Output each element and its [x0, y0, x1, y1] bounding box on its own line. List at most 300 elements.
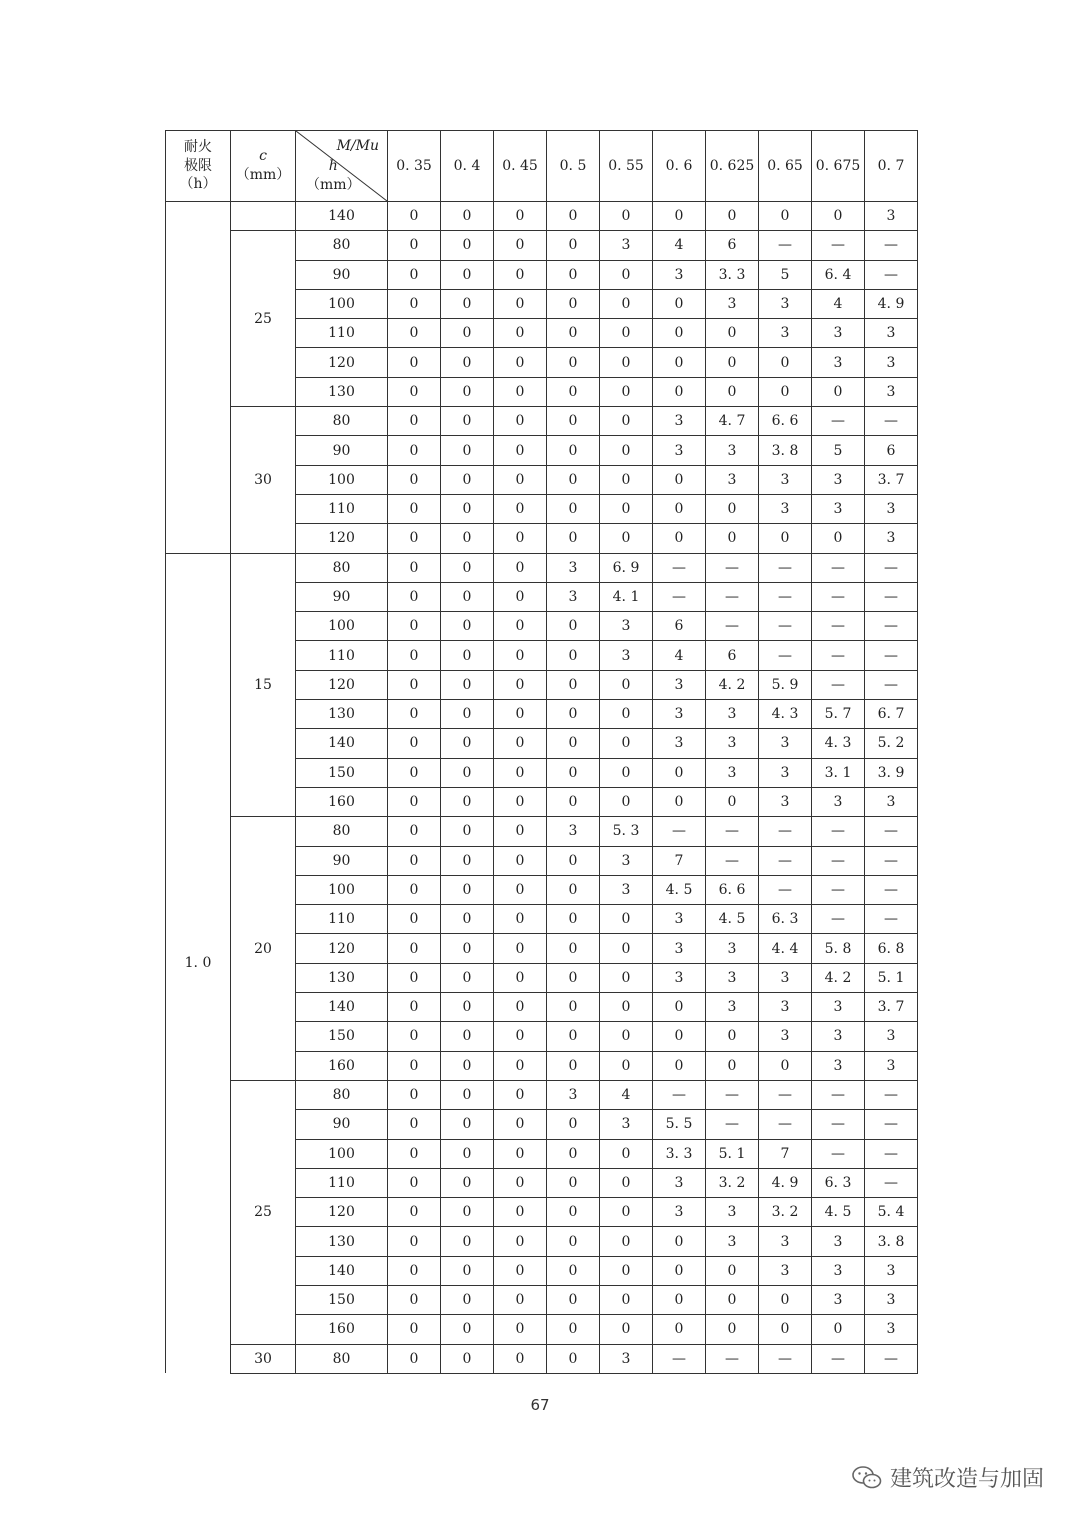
cover-thickness-cell: 15 [231, 553, 296, 817]
value-cell: 0 [441, 1315, 494, 1344]
value-cell: 0 [494, 875, 547, 904]
value-cell: 3 [706, 729, 759, 758]
value-cell: 5. 9 [759, 670, 812, 699]
value-cell: 4 [812, 289, 865, 318]
cover-thickness-cell: 30 [231, 407, 296, 553]
header-ratio: 0. 4 [441, 131, 494, 202]
header-c-name: c [259, 148, 267, 165]
value-cell: 0 [388, 524, 441, 553]
value-cell: 0 [388, 1051, 441, 1080]
value-cell: 0 [494, 817, 547, 846]
value-cell: 0 [388, 260, 441, 289]
value-cell: 0 [547, 1256, 600, 1285]
value-cell: — [759, 1110, 812, 1139]
value-cell: — [865, 1139, 918, 1168]
value-cell: 0 [653, 1022, 706, 1051]
value-cell: 0 [441, 1022, 494, 1051]
value-cell: 0 [388, 407, 441, 436]
value-cell: 0 [441, 700, 494, 729]
value-cell: 0 [494, 641, 547, 670]
value-cell: 0 [441, 905, 494, 934]
table-row [166, 1080, 918, 1109]
value-cell: — [812, 641, 865, 670]
value-cell: 4. 3 [759, 700, 812, 729]
value-cell: — [865, 846, 918, 875]
value-cell: — [812, 407, 865, 436]
value-cell: 0 [600, 524, 653, 553]
value-cell: 0 [388, 1110, 441, 1139]
value-cell: 3 [653, 260, 706, 289]
value-cell: 3 [865, 377, 918, 406]
value-cell: 0 [494, 1139, 547, 1168]
value-cell: 3 [759, 494, 812, 523]
value-cell: 0 [494, 934, 547, 963]
value-cell: 5. 5 [653, 1110, 706, 1139]
value-cell: 0 [494, 758, 547, 787]
value-cell: 0 [600, 1285, 653, 1314]
value-cell: 4. 5 [653, 875, 706, 904]
value-cell: 0 [653, 1227, 706, 1256]
thickness-cell: 130 [296, 700, 388, 729]
header-ratio: 0. 45 [494, 131, 547, 202]
thickness-cell: 120 [296, 524, 388, 553]
cover-thickness-cell [231, 202, 296, 231]
value-cell: 3 [812, 1285, 865, 1314]
value-cell: 3 [812, 494, 865, 523]
value-cell: 0 [653, 524, 706, 553]
value-cell: — [865, 612, 918, 641]
thickness-cell: 160 [296, 1315, 388, 1344]
table-row [166, 1344, 918, 1373]
value-cell: 0 [441, 524, 494, 553]
value-cell: — [865, 231, 918, 260]
value-cell: 0 [494, 1285, 547, 1314]
value-cell: 0 [494, 1110, 547, 1139]
value-cell: 0 [388, 553, 441, 582]
thickness-cell: 80 [296, 407, 388, 436]
value-cell: — [865, 553, 918, 582]
value-cell: 0 [388, 1344, 441, 1373]
value-cell: 0 [547, 1315, 600, 1344]
thickness-cell: 90 [296, 436, 388, 465]
value-cell: 0 [441, 407, 494, 436]
thickness-cell: 80 [296, 1344, 388, 1373]
value-cell: 0 [441, 1198, 494, 1227]
value-cell: 0 [653, 1315, 706, 1344]
value-cell: 3 [653, 963, 706, 992]
value-cell: 3 [812, 993, 865, 1022]
value-cell: 6. 9 [600, 553, 653, 582]
value-cell: 0 [388, 436, 441, 465]
value-cell: 4. 1 [600, 582, 653, 611]
thickness-cell: 110 [296, 319, 388, 348]
value-cell: 0 [547, 202, 600, 231]
value-cell: 0 [547, 875, 600, 904]
value-cell: 0 [494, 905, 547, 934]
value-cell: 3 [865, 202, 918, 231]
value-cell: 6. 6 [706, 875, 759, 904]
value-cell: 0 [759, 348, 812, 377]
value-cell: — [812, 905, 865, 934]
value-cell: 0 [600, 1168, 653, 1197]
value-cell: — [865, 1110, 918, 1139]
value-cell: 0 [494, 202, 547, 231]
value-cell: 0 [759, 377, 812, 406]
value-cell: 0 [441, 1168, 494, 1197]
value-cell: 0 [441, 436, 494, 465]
value-cell: 6 [653, 612, 706, 641]
thickness-cell: 110 [296, 905, 388, 934]
value-cell: 0 [388, 1139, 441, 1168]
value-cell: 0 [600, 1315, 653, 1344]
value-cell: 0 [441, 260, 494, 289]
value-cell: 0 [706, 1022, 759, 1051]
value-cell: 0 [547, 729, 600, 758]
value-cell: 0 [388, 1198, 441, 1227]
value-cell: 0 [494, 1256, 547, 1285]
value-cell: — [653, 1080, 706, 1109]
value-cell: 3 [759, 758, 812, 787]
value-cell: 0 [494, 1227, 547, 1256]
value-cell: 0 [494, 846, 547, 875]
value-cell: 0 [388, 729, 441, 758]
value-cell: 0 [388, 1227, 441, 1256]
value-cell: 0 [547, 407, 600, 436]
value-cell: 3 [706, 700, 759, 729]
value-cell: 3 [865, 494, 918, 523]
thickness-cell: 100 [296, 1139, 388, 1168]
value-cell: — [653, 553, 706, 582]
value-cell: 3 [812, 465, 865, 494]
value-cell: — [706, 612, 759, 641]
value-cell: 0 [547, 846, 600, 875]
thickness-cell: 150 [296, 1022, 388, 1051]
value-cell: 3 [600, 1344, 653, 1373]
thickness-cell: 100 [296, 465, 388, 494]
value-cell: 0 [547, 700, 600, 729]
header-fire-line: （h） [179, 176, 217, 193]
value-cell: 4. 4 [759, 934, 812, 963]
value-cell: 0 [600, 993, 653, 1022]
value-cell: 3 [547, 553, 600, 582]
value-cell: 0 [600, 407, 653, 436]
value-cell: 0 [494, 1344, 547, 1373]
value-cell: 0 [547, 670, 600, 699]
value-cell: 6. 7 [865, 700, 918, 729]
value-cell: 6. 4 [812, 260, 865, 289]
watermark [852, 1462, 1044, 1493]
value-cell: 0 [388, 319, 441, 348]
value-cell: 0 [494, 700, 547, 729]
fire-limit-cell [166, 202, 231, 554]
value-cell: 0 [600, 905, 653, 934]
value-cell: — [812, 670, 865, 699]
value-cell: 3 [706, 1227, 759, 1256]
value-cell: 3 [653, 1198, 706, 1227]
value-cell: 3. 2 [706, 1168, 759, 1197]
thickness-cell: 140 [296, 1256, 388, 1285]
thickness-cell: 120 [296, 348, 388, 377]
value-cell: — [812, 1080, 865, 1109]
value-cell: 0 [547, 1168, 600, 1197]
value-cell: 3 [600, 1110, 653, 1139]
value-cell: 0 [547, 1022, 600, 1051]
value-cell: 5. 4 [865, 1198, 918, 1227]
thickness-cell: 110 [296, 1168, 388, 1197]
thickness-cell: 120 [296, 934, 388, 963]
header-ratio: 0. 55 [600, 131, 653, 202]
value-cell: — [812, 1139, 865, 1168]
value-cell: 5. 7 [812, 700, 865, 729]
value-cell: 0 [812, 524, 865, 553]
value-cell: 0 [441, 1051, 494, 1080]
value-cell: — [812, 612, 865, 641]
value-cell: 0 [600, 934, 653, 963]
value-cell: 3. 2 [759, 1198, 812, 1227]
thickness-cell: 100 [296, 289, 388, 318]
value-cell: 5. 2 [865, 729, 918, 758]
value-cell: — [759, 817, 812, 846]
value-cell: 0 [706, 494, 759, 523]
value-cell: 0 [388, 465, 441, 494]
value-cell: 0 [600, 758, 653, 787]
value-cell: 7 [653, 846, 706, 875]
value-cell: — [812, 231, 865, 260]
value-cell: 0 [547, 348, 600, 377]
value-cell: 3 [865, 1256, 918, 1285]
value-cell: 0 [388, 582, 441, 611]
value-cell: 3 [759, 729, 812, 758]
fire-resistance-table [165, 130, 918, 1374]
value-cell: 3 [865, 319, 918, 348]
value-cell: — [706, 846, 759, 875]
value-cell: 3. 8 [865, 1227, 918, 1256]
value-cell: 0 [441, 846, 494, 875]
value-cell: 6 [706, 231, 759, 260]
value-cell: 3 [706, 436, 759, 465]
value-cell: 3 [653, 729, 706, 758]
table-row [166, 553, 918, 582]
value-cell: 0 [388, 758, 441, 787]
value-cell: 3 [812, 348, 865, 377]
value-cell: 0 [706, 377, 759, 406]
value-cell: — [865, 905, 918, 934]
header-fire-limit [166, 131, 231, 202]
value-cell: 3 [653, 436, 706, 465]
value-cell: 3 [600, 231, 653, 260]
value-cell: 6. 3 [812, 1168, 865, 1197]
value-cell: 0 [547, 612, 600, 641]
value-cell: 0 [441, 670, 494, 699]
value-cell: 0 [388, 817, 441, 846]
header-h-name: h [328, 158, 338, 175]
value-cell: 0 [441, 1110, 494, 1139]
value-cell: 0 [494, 993, 547, 1022]
value-cell: 0 [388, 1022, 441, 1051]
wechat-icon [852, 1465, 882, 1491]
value-cell: 0 [388, 348, 441, 377]
value-cell: 0 [494, 289, 547, 318]
value-cell: 0 [388, 377, 441, 406]
thickness-cell: 90 [296, 1110, 388, 1139]
value-cell: 0 [547, 1051, 600, 1080]
value-cell: 4. 3 [812, 729, 865, 758]
thickness-cell: 110 [296, 641, 388, 670]
value-cell: 0 [706, 1051, 759, 1080]
value-cell: — [865, 1168, 918, 1197]
value-cell: 0 [441, 1139, 494, 1168]
value-cell: — [812, 582, 865, 611]
value-cell: 0 [494, 524, 547, 553]
value-cell: 0 [547, 787, 600, 816]
value-cell: 0 [653, 494, 706, 523]
value-cell: 0 [706, 1256, 759, 1285]
value-cell: 5 [759, 260, 812, 289]
value-cell: 0 [547, 1198, 600, 1227]
thickness-cell: 100 [296, 612, 388, 641]
value-cell: — [865, 1344, 918, 1373]
value-cell: 0 [494, 319, 547, 348]
value-cell: 6. 6 [759, 407, 812, 436]
value-cell: 0 [600, 436, 653, 465]
value-cell: 0 [706, 1285, 759, 1314]
value-cell: 3 [547, 582, 600, 611]
value-cell: 0 [388, 1256, 441, 1285]
value-cell: 0 [441, 641, 494, 670]
value-cell: 3 [600, 641, 653, 670]
value-cell: 0 [494, 1080, 547, 1109]
value-cell: 0 [653, 787, 706, 816]
value-cell: 3 [759, 993, 812, 1022]
value-cell: 0 [653, 377, 706, 406]
value-cell: 0 [600, 1198, 653, 1227]
value-cell: 4 [653, 231, 706, 260]
thickness-cell: 80 [296, 553, 388, 582]
value-cell: — [865, 670, 918, 699]
value-cell: — [812, 875, 865, 904]
value-cell: 3 [759, 963, 812, 992]
value-cell: 0 [547, 1110, 600, 1139]
value-cell: 0 [600, 729, 653, 758]
value-cell: 3. 1 [812, 758, 865, 787]
value-cell: 3 [547, 817, 600, 846]
value-cell: 0 [388, 875, 441, 904]
value-cell: 3 [865, 1285, 918, 1314]
value-cell: — [653, 817, 706, 846]
value-cell: 0 [547, 436, 600, 465]
header-h-label [306, 157, 361, 195]
value-cell: 0 [441, 494, 494, 523]
value-cell: 0 [388, 641, 441, 670]
value-cell: — [865, 817, 918, 846]
value-cell: 0 [759, 1051, 812, 1080]
value-cell: 0 [706, 202, 759, 231]
value-cell: 0 [441, 1256, 494, 1285]
value-cell: 4. 7 [706, 407, 759, 436]
value-cell: 0 [494, 1051, 547, 1080]
value-cell: 0 [494, 1168, 547, 1197]
value-cell: 0 [441, 1227, 494, 1256]
value-cell: 0 [388, 846, 441, 875]
value-cell: 3 [865, 1051, 918, 1080]
header-ratio-label: M/Mu [336, 138, 379, 154]
value-cell: — [653, 1344, 706, 1373]
value-cell: — [706, 553, 759, 582]
thickness-cell: 160 [296, 1051, 388, 1080]
value-cell: 0 [547, 758, 600, 787]
value-cell: 0 [441, 875, 494, 904]
value-cell: — [812, 817, 865, 846]
thickness-cell: 130 [296, 963, 388, 992]
value-cell: — [759, 641, 812, 670]
value-cell: 0 [547, 641, 600, 670]
value-cell: 0 [494, 670, 547, 699]
cover-thickness-cell: 30 [231, 1344, 296, 1373]
value-cell: 0 [547, 465, 600, 494]
value-cell: 0 [653, 465, 706, 494]
value-cell: 0 [494, 1022, 547, 1051]
value-cell: 0 [706, 348, 759, 377]
value-cell: 6. 3 [759, 905, 812, 934]
value-cell: 3 [706, 465, 759, 494]
header-ratio: 0. 7 [865, 131, 918, 202]
value-cell: 0 [600, 1022, 653, 1051]
value-cell: — [653, 582, 706, 611]
header-fire-line: 极限 [184, 157, 212, 174]
table-row [166, 231, 918, 260]
value-cell: 0 [388, 612, 441, 641]
value-cell: — [759, 1344, 812, 1373]
value-cell: 0 [441, 377, 494, 406]
value-cell: — [706, 817, 759, 846]
value-cell: 0 [547, 260, 600, 289]
value-cell: — [865, 260, 918, 289]
value-cell: 0 [547, 494, 600, 523]
value-cell: 5. 8 [812, 934, 865, 963]
value-cell: 0 [388, 993, 441, 1022]
value-cell: 0 [759, 1315, 812, 1344]
thickness-cell: 80 [296, 817, 388, 846]
value-cell: 3 [759, 1256, 812, 1285]
value-cell: 0 [441, 553, 494, 582]
header-ratio: 0. 65 [759, 131, 812, 202]
value-cell: 3 [653, 700, 706, 729]
value-cell: 3 [865, 1315, 918, 1344]
value-cell: 0 [547, 319, 600, 348]
value-cell: 0 [494, 582, 547, 611]
value-cell: 0 [388, 1168, 441, 1197]
thickness-cell: 140 [296, 202, 388, 231]
thickness-cell: 90 [296, 846, 388, 875]
value-cell: 0 [600, 377, 653, 406]
value-cell: 0 [441, 729, 494, 758]
value-cell: 3 [865, 348, 918, 377]
value-cell: 0 [812, 1315, 865, 1344]
value-cell: 3 [759, 1022, 812, 1051]
cover-thickness-cell: 25 [231, 1080, 296, 1344]
value-cell: 3 [653, 905, 706, 934]
thickness-cell: 90 [296, 582, 388, 611]
table-body [166, 202, 918, 1374]
thickness-cell: 80 [296, 231, 388, 260]
value-cell: 0 [547, 524, 600, 553]
value-cell: — [759, 1080, 812, 1109]
value-cell: 0 [494, 494, 547, 523]
value-cell: 0 [547, 993, 600, 1022]
value-cell: 4. 5 [706, 905, 759, 934]
value-cell: 0 [388, 700, 441, 729]
value-cell: 0 [494, 729, 547, 758]
